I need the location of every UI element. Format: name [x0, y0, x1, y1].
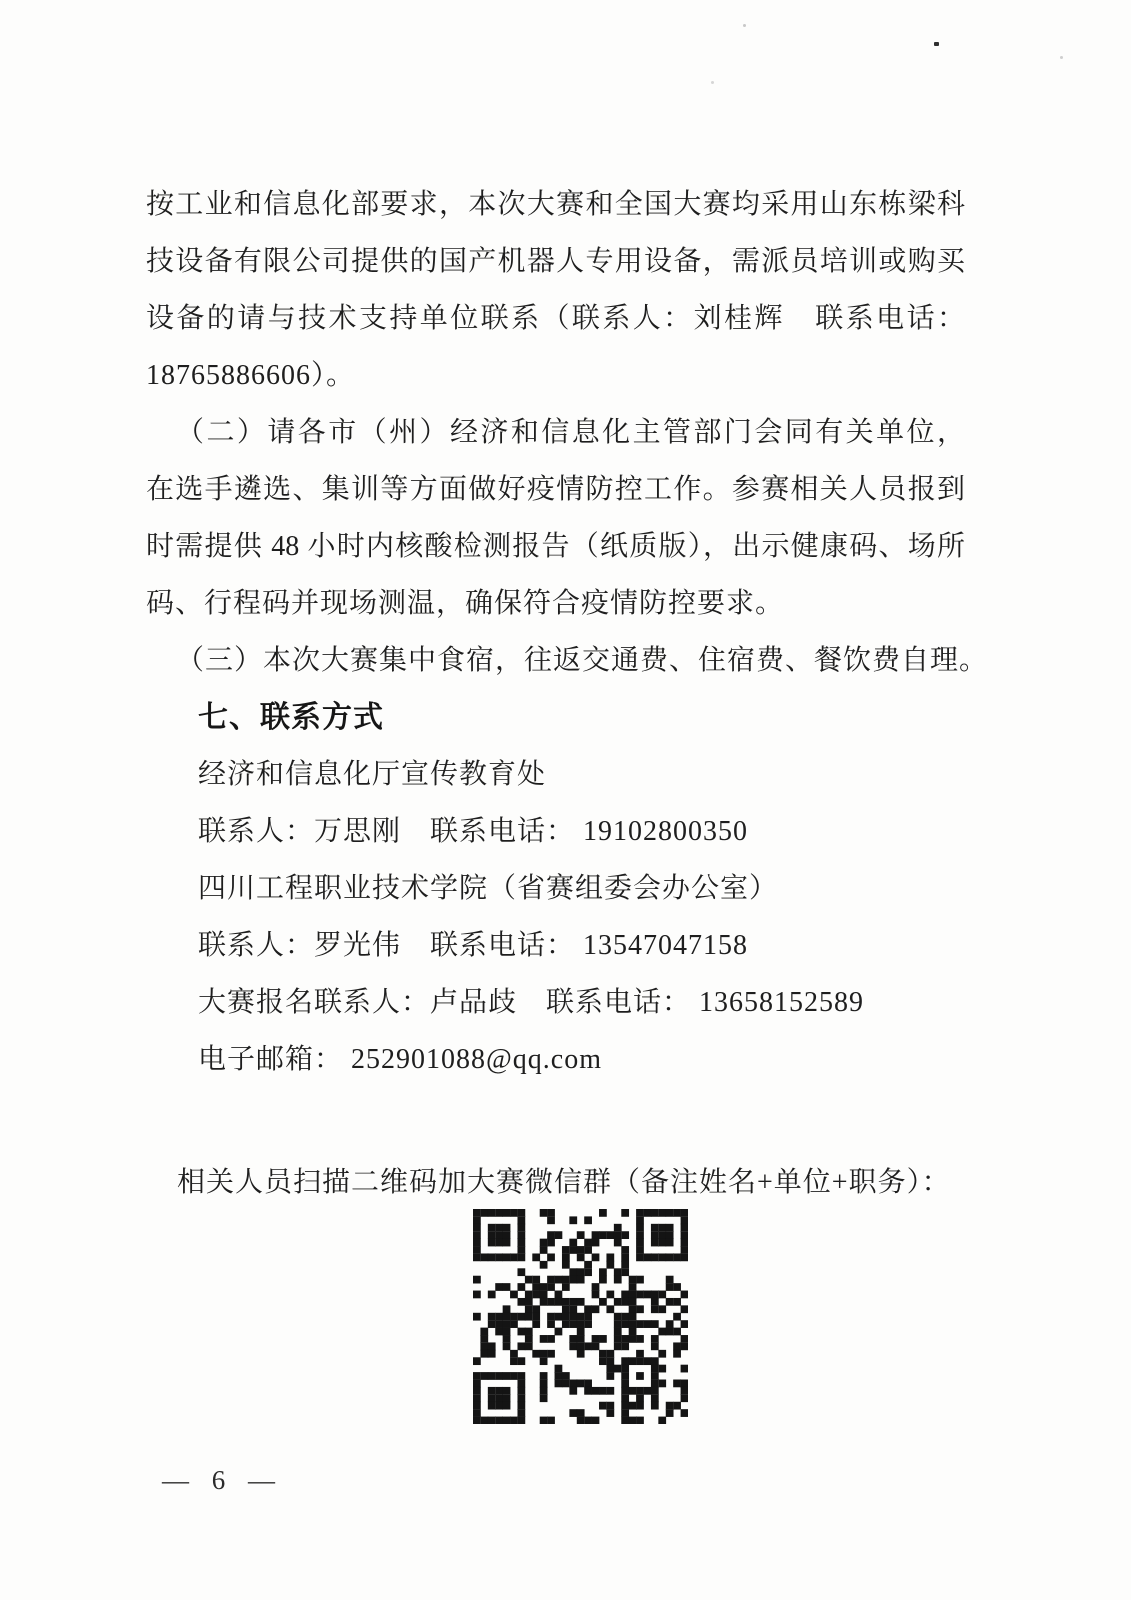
section-heading-contact: 七、联系方式	[198, 701, 384, 734]
document-text-block	[146, 176, 989, 1211]
contact-dept: 经济和信息化厅宣传教育处	[198, 759, 547, 790]
page-number: — 6 —	[162, 1465, 280, 1495]
wechat-group-qr-code	[473, 1209, 688, 1424]
para-equipment-line-1: 按工业和信息化部要求，本次大赛和全国大赛均采用山东栋梁科	[146, 189, 965, 220]
contact-person-luo: 联系人：罗光伟 联系电话： 13547047158	[198, 930, 749, 961]
para-epidemic-line-4: 码、行程码并现场测温，确保符合疫情防控要求。	[146, 588, 785, 619]
qr-code-image	[473, 1209, 688, 1424]
scan-speck	[711, 81, 714, 84]
qr-instruction: 相关人员扫描二维码加大赛微信群（备注姓名+单位+职务）：	[177, 1167, 951, 1198]
para-equipment-phone: 18765886606）。	[146, 360, 356, 391]
para-equipment-line-2: 技设备有限公司提供的国产机器人专用设备，需派员培训或购买	[146, 246, 965, 277]
para-epidemic-line-2: 在选手遴选、集训等方面做好疫情防控工作。参赛相关人员报到	[146, 474, 965, 505]
contact-person-wan: 联系人：万思刚 联系电话： 19102800350	[198, 816, 749, 847]
scan-speck	[743, 24, 746, 27]
contact-person-lu: 大赛报名联系人：卢品歧 联系电话： 13658152589	[198, 987, 865, 1018]
para-epidemic-line-1: （二）请各市（州）经济和信息化主管部门会同有关单位，	[176, 417, 965, 448]
para-equipment-line-3: 设备的请与技术支持单位联系（联系人：刘桂辉 联系电话：	[146, 303, 965, 334]
scan-speck	[1060, 56, 1063, 59]
contact-email: 电子邮箱： 252901088@qq.com	[198, 1044, 602, 1075]
para-lodging: （三）本次大赛集中食宿，往返交通费、住宿费、餐饮费自理。	[176, 645, 989, 676]
contact-org-college: 四川工程职业技术学院（省赛组委会办公室）	[198, 873, 779, 904]
para-epidemic-line-3: 时需提供 48 小时内核酸检测报告（纸质版），出示健康码、场所	[146, 531, 965, 562]
scan-speck	[934, 42, 939, 46]
